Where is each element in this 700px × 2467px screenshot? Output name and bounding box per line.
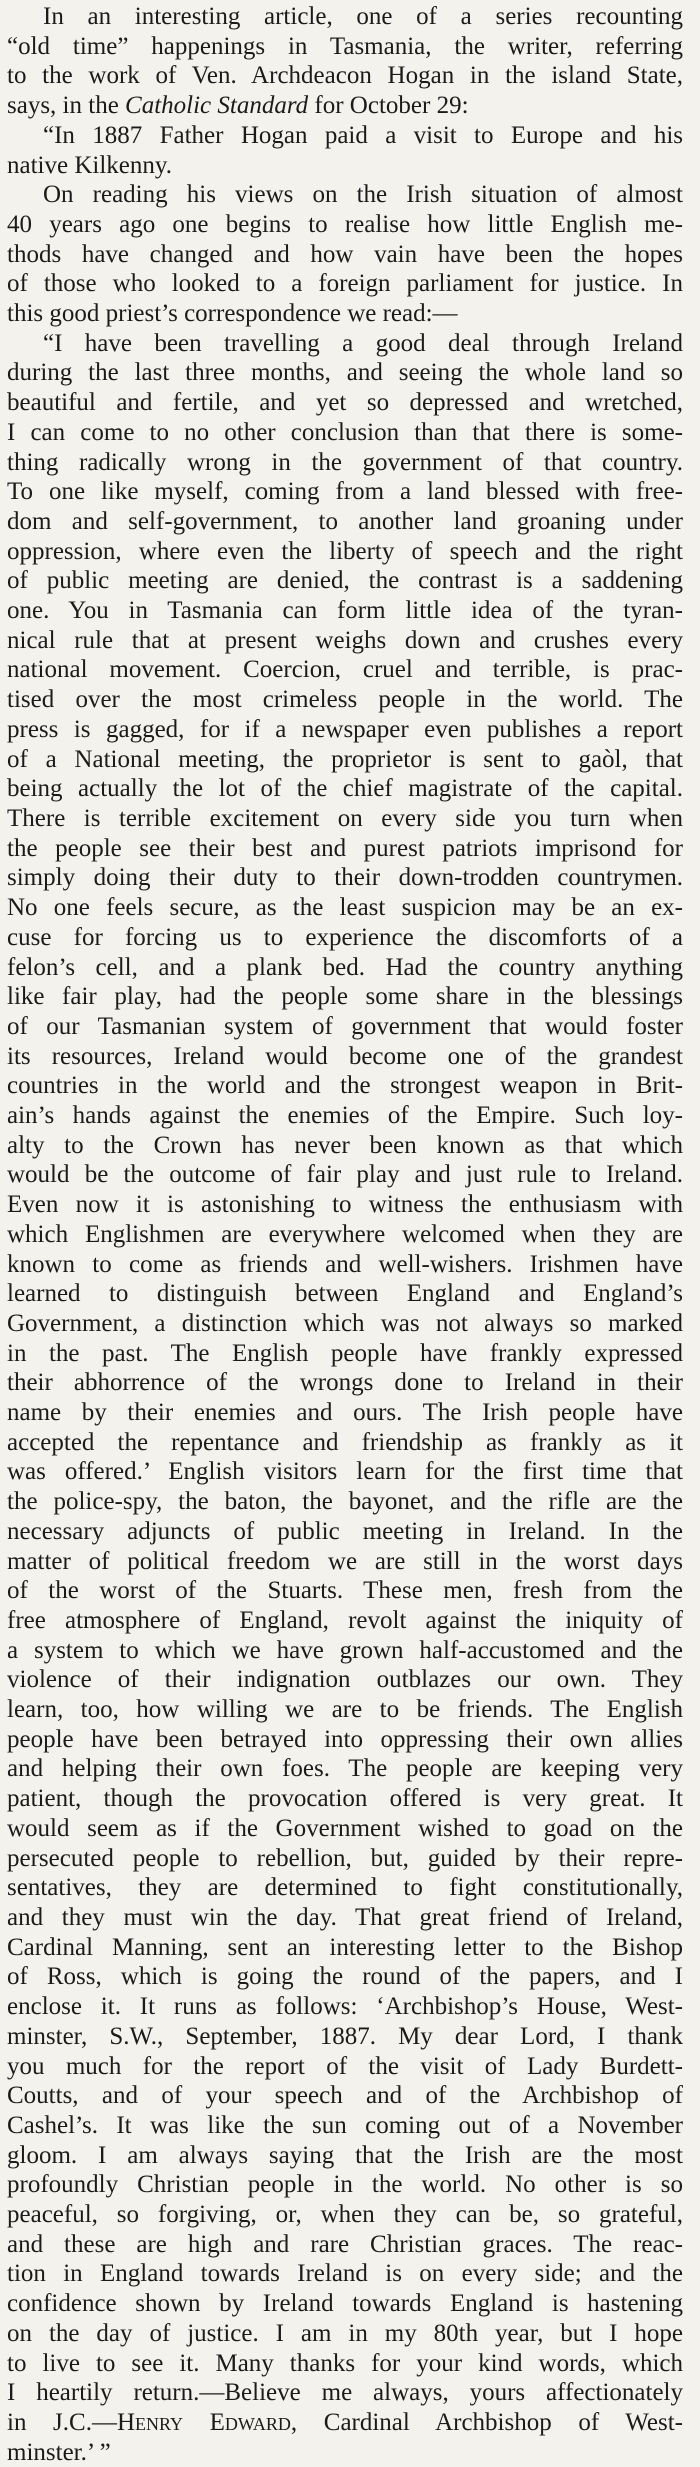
text-line: of Ross, which is going the round of the papers, and I [7,1963,683,1991]
text-line: was offered.’ English visitors learn for the first time that [7,1458,683,1486]
text-line: free atmosphere of England, revolt against the iniquity of [7,1606,683,1634]
text-line: sentatives, they are determined to fight constitutionally, [7,1874,683,1902]
text-line: of the worst of the Stuarts. These men, fresh from the [7,1577,683,1605]
text-line: known to come as friends and well-wishers. Irishmen have [7,1250,683,1278]
text-line: minster, S.W., September, 1887. My dear Lord, I thank [7,2022,683,2050]
article-paragraph [7,180,683,329]
text-line: would be the outcome of fair play and just rule to Ireland. [7,1161,683,1189]
text-line: minster.’ ” [7,2438,111,2466]
text-line: Coutts, and of your speech and of the Archbishop of [7,2082,683,2110]
text-line: 40 years ago one begins to realise how little English me- [7,210,683,238]
text-line: simply doing their duty to their down-trodden countrymen. [7,864,683,892]
text-line: violence of their indignation outblazes our own. They [7,1666,683,1694]
text-line: of our Tasmanian system of government that would foster [7,1012,683,1040]
text-line: In an interesting article, one of a series recounting [43,3,683,30]
text-line: during the last three months, and seeing the whole land so [7,359,683,387]
text-line: accepted the repentance and friendship as frankly as it [7,1428,683,1456]
text-line: would seem as if the Government wished to goad on the [7,1814,683,1842]
text-line: necessary adjuncts of public meeting in Ireland. In the [7,1517,683,1545]
text-line: beautiful and fertile, and yet so depressed and wretched, [7,389,683,417]
text-line: peaceful, so forgiving, or, when they can be, so grateful, [7,2201,683,2229]
text-line: to live to see it. Many thanks for your kind words, which [7,2349,683,2377]
text-line: to the work of Ven. Archdeacon Hogan in the island State, [7,62,683,90]
text-line: nical rule that at present weighs down and crushes every [7,626,683,654]
text-line: dom and self-government, to another land groaning under [7,507,683,535]
text-line: I can come to no other conclusion than that there is some- [7,418,683,446]
text-line: says, in the Catholic Standard for October 29: [7,92,469,120]
text-line: persecuted people to rebellion, but, guided by their repre- [7,1844,683,1872]
text-line: cuse for forcing us to experience the discomforts of a [7,923,683,951]
text-line: which Englishmen are everywhere welcomed when they are [7,1220,683,1248]
text-line: being actually the lot of the chief magistrate of the capital. [7,775,683,803]
text-line: of those who looked to a foreign parliament for justice. In [7,270,683,298]
text-line: I heartily return.—Believe me always, yours affectionately [7,2379,683,2407]
text-line: of public meeting are denied, the contrast is a saddening [7,567,683,595]
text-line: the people see their best and purest patriots imprisond for [7,834,683,862]
text-line: thing radically wrong in the government of that country. [7,448,683,476]
text-line: enclose it. It runs as follows: ‘Archbishop’s House, West- [7,1993,683,2021]
text-line: press is gagged, for if a newspaper even publishes a report [7,715,683,743]
text-line: patient, though the provocation offered is very great. It [7,1785,683,1813]
text-line: On reading his views on the Irish situation of almost [43,181,683,209]
text-line: this good priest’s correspondence we read:— [7,300,458,328]
article-paragraph [7,121,683,180]
text-line: in the past. The English people have frankly expressed [7,1339,683,1367]
article-paragraph [7,2,683,121]
text-line: matter of political freedom we are still in the worst days [7,1547,683,1575]
text-line: “old time” happenings in Tasmania, the writer, referring [7,32,683,60]
text-line: people have been betrayed into oppressing their own allies [7,1725,683,1753]
text-line: “I have been travelling a good deal through Ireland [43,329,683,357]
text-line: oppression, where even the liberty of speech and the right [7,537,683,565]
text-line: in J.C.—Henry Edward, Cardinal Archbishop of West- [7,2408,684,2436]
text-line: its resources, Ireland would become one of the grandest [7,1042,683,1070]
text-line: one. You in Tasmania can form little idea of the tyran- [7,597,683,625]
text-line: learned to distinguish between England and England’s [7,1280,683,1308]
text-line: thods have changed and how vain have been the hopes [7,240,683,268]
text-line: confidence shown by Ireland towards England is hastening [7,2290,683,2318]
text-line: of a National meeting, the proprietor is sent to gaòl, that [7,745,683,773]
text-line: and these are high and rare Christian graces. The reac- [7,2230,683,2258]
text-line: Cardinal Manning, sent an interesting letter to the Bishop [7,1933,683,1961]
text-line: like fair play, had the people some share in the blessings [7,983,683,1011]
text-line: the police-spy, the baton, the bayonet, and the rifle are the [7,1488,683,1516]
text-line: ain’s hands against the enemies of the Empire. Such loy- [7,1102,683,1130]
text-line: gloom. I am always saying that the Irish are the most [7,2141,683,2169]
article-paragraph [7,329,683,2467]
text-line: profoundly Christian people in the world. No other is so [7,2171,683,2199]
text-line: countries in the world and the strongest weapon in Brit- [7,1072,683,1100]
text-line: on the day of justice. I am in my 80th year, but I hope [7,2319,683,2347]
text-line: Even now it is astonishing to witness the enthusiasm with [7,1191,683,1219]
text-line: name by their enemies and ours. The Irish people have [7,1399,683,1427]
text-line: tised over the most crimeless people in the world. The [7,686,683,714]
text-line: their abhorrence of the wrongs done to Ireland in their [7,1369,683,1397]
text-line: To one like myself, coming from a land blessed with free- [7,478,683,506]
text-line: you much for the report of the visit of Lady Burdett- [7,2052,683,2080]
text-line: Government, a distinction which was not always so marked [7,1309,683,1337]
text-line: alty to the Crown has never been known as that which [7,1131,683,1159]
text-line: a system to which we have grown half-accustomed and the [7,1636,683,1664]
text-line: No one feels secure, as the least suspicion may be an ex- [7,894,683,922]
text-line: “In 1887 Father Hogan paid a visit to Europe and his [43,121,683,149]
text-line: native Kilkenny. [7,151,173,179]
text-line: felon’s cell, and a plank bed. Had the country anything [7,953,683,981]
text-line: tion in England towards Ireland is on every side; and the [7,2260,683,2288]
text-line: national movement. Coercion, cruel and terrible, is prac- [7,656,683,684]
text-line: Cashel’s. It was like the sun coming out of a November [7,2111,683,2139]
text-line: learn, too, how willing we are to be friends. The English [7,1696,683,1724]
text-line: and they must win the day. That great friend of Ireland, [7,1904,683,1931]
text-line: There is terrible excitement on every side you turn when [7,804,683,832]
text-line: and helping their own foes. The people are keeping very [7,1755,683,1783]
